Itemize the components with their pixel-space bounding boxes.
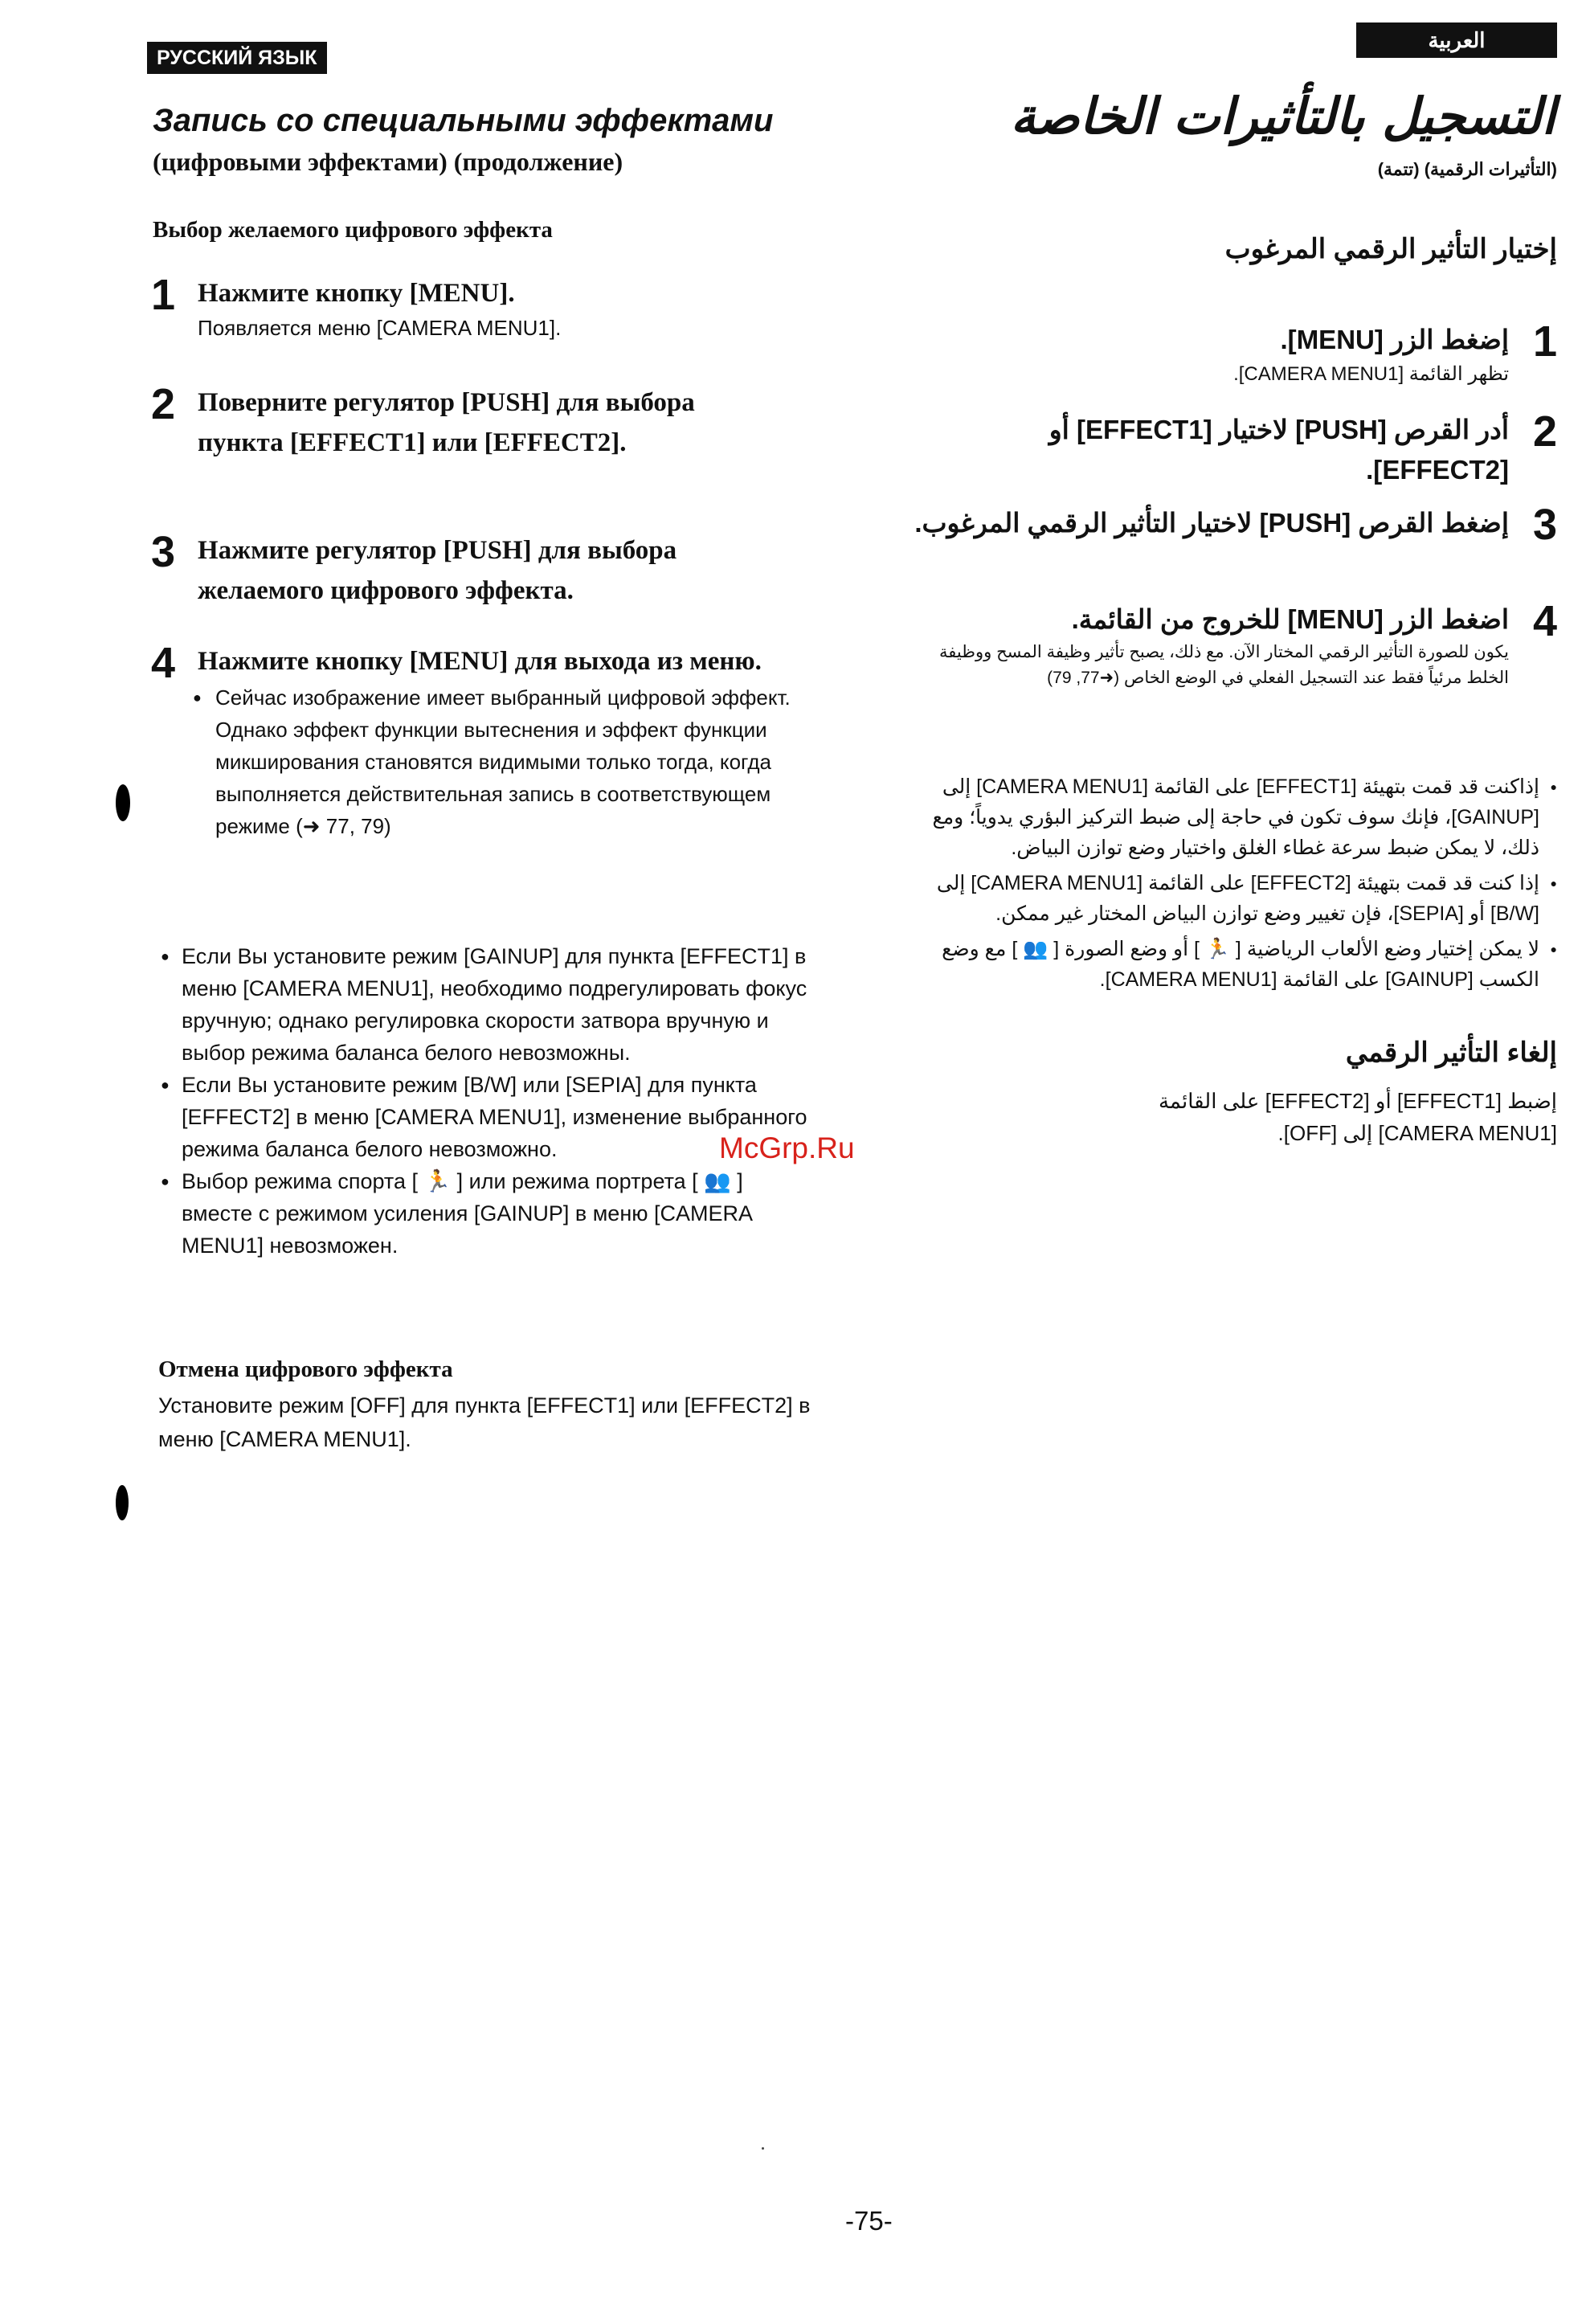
ru-step-number: 4 xyxy=(151,639,176,687)
ar-step-number: 3 xyxy=(1532,501,1557,549)
ru-step-text: Поверните регулятор [PUSH] для выбора пункта [EFFECT1] или [EFFECT2]. xyxy=(198,388,695,457)
ar-step-1 xyxy=(914,317,1557,389)
binding-hole-mark xyxy=(116,784,130,821)
ar-page-title: التسجيل بالتأثيرات الخاصة xyxy=(1010,87,1555,145)
ar-section-heading: إختيار التأثير الرقمي المرغوب xyxy=(1224,234,1557,264)
ru-step-2 xyxy=(151,380,810,463)
ru-note-item: ● Выбор режима спорта [ 🏃 ] или режима портрета [ 👥 ] вместе с режимом усиления [GAINUP] в меню [CAMERA MENU1] невозможен. xyxy=(182,1165,820,1262)
ru-step-text: Нажмите кнопку [MENU] для выхода из меню. xyxy=(198,647,762,676)
ar-step-3 xyxy=(914,501,1557,549)
ru-step-number: 1 xyxy=(151,271,176,319)
ar-step-text: إضغط القرص [PUSH] لاختيار التأثير الرقمي المرغوب. xyxy=(914,508,1509,538)
ar-step-note: يكون للصورة التأثير الرقمي المختار الآن. مع ذلك، يصبح تأثير وظيفة المسح ووظيفة الخلط مرئياً فقط عند التسجيل الفعلي في الوضع الخاص (➜77, 79) xyxy=(939,643,1509,687)
ar-note-item: ● إذاكنت قد قمت بتهيئة [EFFECT1] على القائمة [CAMERA MENU1] إلى [GAINUP]، فإنك سوف تكون في حاجة إلى ضبط التركيز البؤري يدوياً؛ ومع ذلك، لا يمكن ضبط سرعة غطاء الغلق واختيار وضع توازن البياض. xyxy=(898,771,1539,863)
language-tag-arabic: العربية xyxy=(1356,23,1557,58)
ru-page-title: Запись со специальными эффектами xyxy=(153,103,774,138)
ru-note-item: ● Если Вы установите режим [GAINUP] для пункта [EFFECT1] в меню [CAMERA MENU1], необходимо подрегулировать фокус вручную; однако регулировка скорости затвора вручную и выбор режима баланса белого невозможны. xyxy=(182,940,820,1069)
scan-speck xyxy=(762,2147,764,2150)
ru-step-bullet: ● Сейчас изображение имеет выбранный цифровой эффект. Однако эффект функции вытеснения и эффект функции микширования становятся видимыми только тогда, когда выполняется действительная запись в соответствующем режиме (➜ 77, 79) xyxy=(215,681,810,842)
ru-step-text: Нажмите кнопку [MENU]. xyxy=(198,279,515,308)
ar-step-2 xyxy=(914,407,1557,490)
ru-cancel-text: Установите режим [OFF] для пункта [EFFECT1] или [EFFECT2] в меню [CAMERA MENU1]. xyxy=(158,1393,811,1451)
ru-step-subtext: Появляется меню [CAMERA MENU1]. xyxy=(198,316,562,340)
ar-step-text: اضغط الزر [MENU] للخروج من القائمة. xyxy=(1071,604,1509,634)
ru-section-heading: Выбор желаемого цифрового эффекта xyxy=(153,217,553,243)
ru-step-4 xyxy=(151,641,810,842)
language-tag-russian: РУССКИЙ ЯЗЫК xyxy=(147,42,327,74)
ar-cancel-text: إضبط [EFFECT1] أو [EFFECT2] على القائمة [CAMERA MENU1] إلى [OFF]. xyxy=(1158,1089,1557,1145)
ar-page-subtitle: (التأثيرات الرقمية) (تتمة) xyxy=(1377,159,1557,179)
ar-step-number: 1 xyxy=(1532,317,1557,366)
ar-note-item: ● إذا كنت قد قمت بتهيئة [EFFECT2] على القائمة [CAMERA MENU1] إلى [B/W] أو [SEPIA]، فإن تغيير وضع توازن البياض المختار غير ممكن. xyxy=(898,868,1539,929)
ru-notes-list xyxy=(161,940,820,1262)
ru-note-item: ● Если Вы установите режим [B/W] или [SEPIA] для пункта [EFFECT2] в меню [CAMERA MENU1], изменение выбранного режима баланса белого невозможно. xyxy=(182,1069,820,1165)
ru-page-subtitle: (цифровыми эффектами) (продолжение) xyxy=(153,147,623,176)
ru-step-number: 2 xyxy=(151,380,176,428)
ru-step-text: Нажмите регулятор [PUSH] для выбора желаемого цифрового эффекта. xyxy=(198,536,677,605)
ar-step-subtext: تظهر القائمة [CAMERA MENU1]. xyxy=(1233,363,1509,385)
ar-step-number: 4 xyxy=(1532,597,1557,645)
ar-step-4 xyxy=(914,599,1557,691)
ru-step-1 xyxy=(151,273,810,342)
page-number: -75- xyxy=(845,2206,893,2236)
ar-step-number: 2 xyxy=(1532,407,1557,456)
ar-step-text: أدر القرص [PUSH] لاختيار [EFFECT1] أو [EFFECT2]. xyxy=(1048,415,1509,485)
ar-step-text: إضغط الزر [MENU]. xyxy=(1280,325,1509,354)
binding-hole-mark xyxy=(116,1485,129,1520)
ru-step-number: 3 xyxy=(151,528,176,576)
ar-notes-list xyxy=(898,771,1557,1000)
ru-step-3 xyxy=(151,530,810,611)
ar-cancel-heading: إلغاء التأثير الرقمي xyxy=(1345,1037,1557,1068)
ru-cancel-heading: Отмена цифрового эффекта xyxy=(158,1356,453,1382)
watermark: McGrp.Ru xyxy=(719,1131,855,1164)
ar-note-item: ● لا يمكن إختيار وضع الألعاب الرياضية [ 🏃 ] أو وضع الصورة [ 👥 ] مع وضع الكسب [GAINUP] على القائمة [CAMERA MENU1]. xyxy=(898,934,1539,995)
